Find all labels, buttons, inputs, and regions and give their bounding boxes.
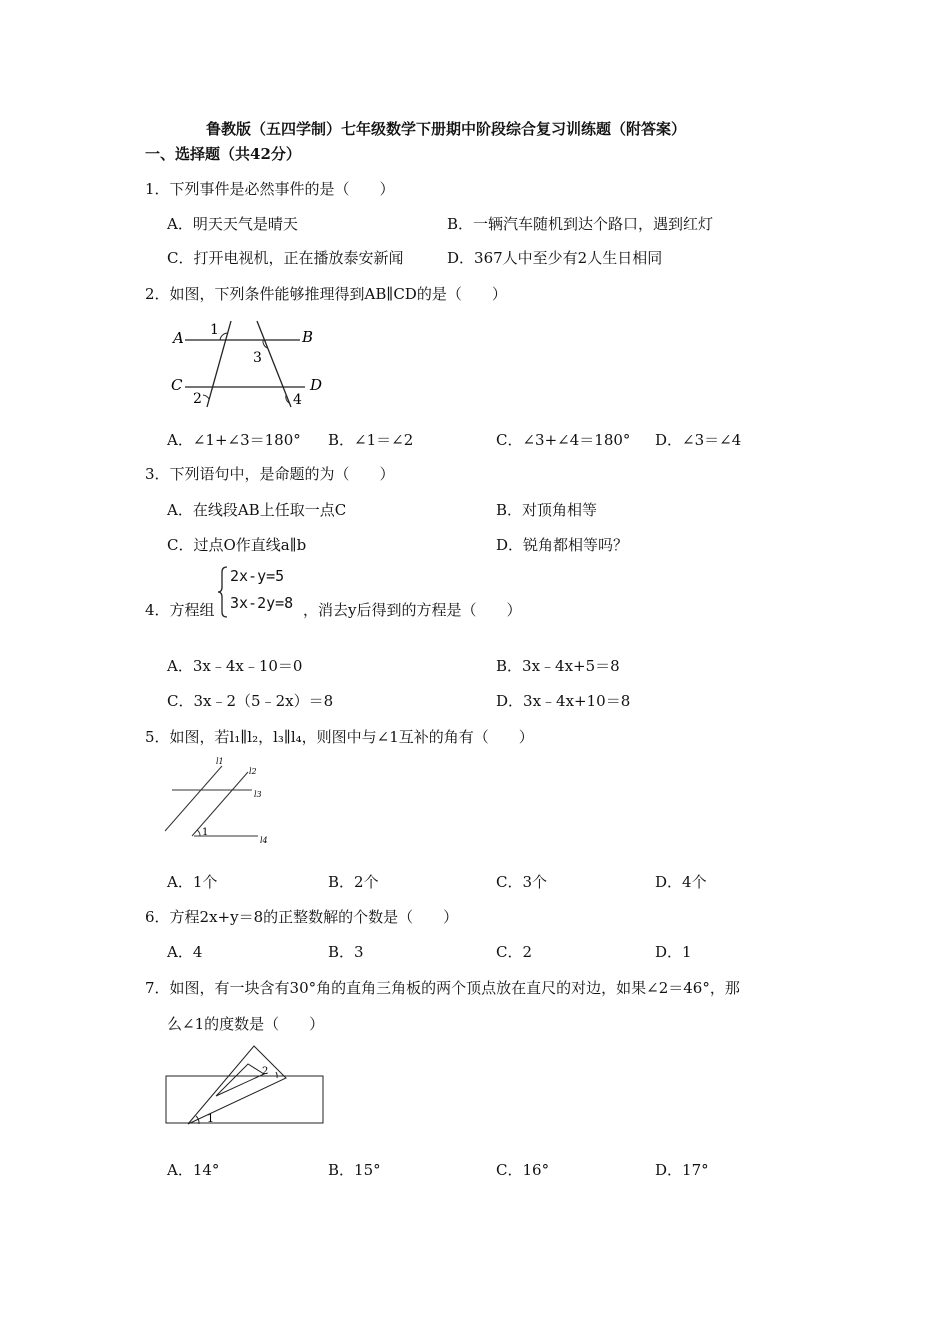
- question-4-option-d: D．3x﹣4x+10＝8: [496, 692, 631, 710]
- label-l1: l1: [216, 757, 224, 766]
- question-3-option-c: C．过点O作直线a∥b: [167, 536, 307, 554]
- question-1-option-d: D．367人中至少有2人生日相同: [447, 249, 663, 267]
- question-3-stem: 3．下列语句中，是命题的为（ ）: [145, 465, 395, 483]
- label-angle-1: 1: [207, 1112, 214, 1125]
- label-angle-2: 2: [262, 1066, 269, 1077]
- question-2-option-d: D．∠3＝∠4: [655, 431, 742, 449]
- question-7-figure: [162, 1044, 328, 1128]
- transversal-right: [257, 321, 291, 407]
- question-7-stem-line1: 7．如图，有一块含有30°角的直角三角板的两个顶点放在直尺的对边，如果∠2＝46°，那: [145, 979, 740, 997]
- question-3-option-d: D．锐角都相等吗？: [496, 536, 629, 554]
- angle-2-arc: [203, 395, 209, 399]
- question-5-figure: [160, 756, 280, 851]
- label-angle-4: 4: [293, 392, 302, 408]
- question-4-option-a: A．3x﹣4x﹣10＝0: [167, 657, 303, 675]
- section-heading: 一、选择题（共42分）: [145, 145, 301, 163]
- question-2-option-c: C．∠3+∠4＝180°: [496, 431, 631, 449]
- question-6-stem: 6．方程2x+y＝8的正整数解的个数是（ ）: [145, 908, 459, 926]
- question-7-option-a: A．14°: [167, 1161, 220, 1179]
- question-1-option-a: A．明天天气是晴天: [167, 215, 298, 233]
- question-6-option-a: A．4: [167, 943, 203, 961]
- label-l3: l3: [254, 790, 262, 799]
- label-d: D: [310, 376, 323, 394]
- page-title: 鲁教版（五四学制）七年级数学下册期中阶段综合复习训练题（附答案）: [206, 120, 687, 138]
- question-3-option-b: B．对顶角相等: [496, 501, 598, 519]
- label-b: B: [302, 328, 314, 346]
- equation-1: 2x-y=5: [230, 567, 285, 585]
- question-6-option-c: C．2: [496, 943, 533, 961]
- angle-1-arc: [197, 830, 200, 836]
- question-1-option-c: C．打开电视机，正在播放泰安新闻: [167, 249, 404, 267]
- question-4-suffix: ，消去y后得到的方程是（ ）: [303, 601, 522, 619]
- question-4-prefix: 4．方程组: [145, 601, 215, 619]
- label-angle-1: 1: [210, 322, 219, 338]
- label-a: A: [173, 329, 184, 347]
- question-7-option-d: D．17°: [655, 1161, 709, 1179]
- question-5-option-d: D．4个: [655, 873, 707, 891]
- question-2-option-b: B．∠1＝∠2: [328, 431, 414, 449]
- question-5-option-c: C．3个: [496, 873, 548, 891]
- label-c: C: [171, 376, 183, 394]
- equation-2: 3x-2y=8: [230, 594, 294, 612]
- label-l4: l4: [260, 836, 268, 845]
- question-5-stem: 5．如图，若l₁∥l₂，l₃∥l₄，则图中与∠1互补的角有（ ）: [145, 728, 534, 746]
- line-l2: [192, 772, 248, 836]
- question-7-stem-line2: 么∠1的度数是（ ）: [167, 1015, 325, 1033]
- equation-brace: [218, 566, 228, 618]
- label-angle-2: 2: [193, 391, 202, 407]
- question-4-option-c: C．3x﹣2（5﹣2x）＝8: [167, 692, 334, 710]
- question-7-option-c: C．16°: [496, 1161, 550, 1179]
- question-7-option-b: B．15°: [328, 1161, 381, 1179]
- question-2-figure: [165, 315, 335, 410]
- question-6-option-b: B．3: [328, 943, 364, 961]
- question-3-option-a: A．在线段AB上任取一点C: [167, 501, 347, 519]
- label-angle-1: 1: [202, 827, 209, 838]
- angle-2-arc: [276, 1072, 277, 1078]
- label-l2: l2: [249, 767, 257, 776]
- label-angle-3: 3: [253, 350, 262, 366]
- question-5-option-b: B．2个: [328, 873, 379, 891]
- question-1-stem: 1．下列事件是必然事件的是（ ）: [145, 180, 395, 198]
- question-2-stem: 2．如图，下列条件能够推理得到AB∥CD的是（ ）: [145, 285, 507, 303]
- triangle-outer: [188, 1046, 286, 1124]
- question-6-option-d: D．1: [655, 943, 692, 961]
- question-5-option-a: A．1个: [167, 873, 218, 891]
- question-1-option-b: B．一辆汽车随机到达个路口，遇到红灯: [447, 215, 714, 233]
- question-2-option-a: A．∠1+∠3＝180°: [167, 431, 301, 449]
- line-l1: [165, 766, 222, 831]
- question-4-option-b: B．3x﹣4x+5＝8: [496, 657, 620, 675]
